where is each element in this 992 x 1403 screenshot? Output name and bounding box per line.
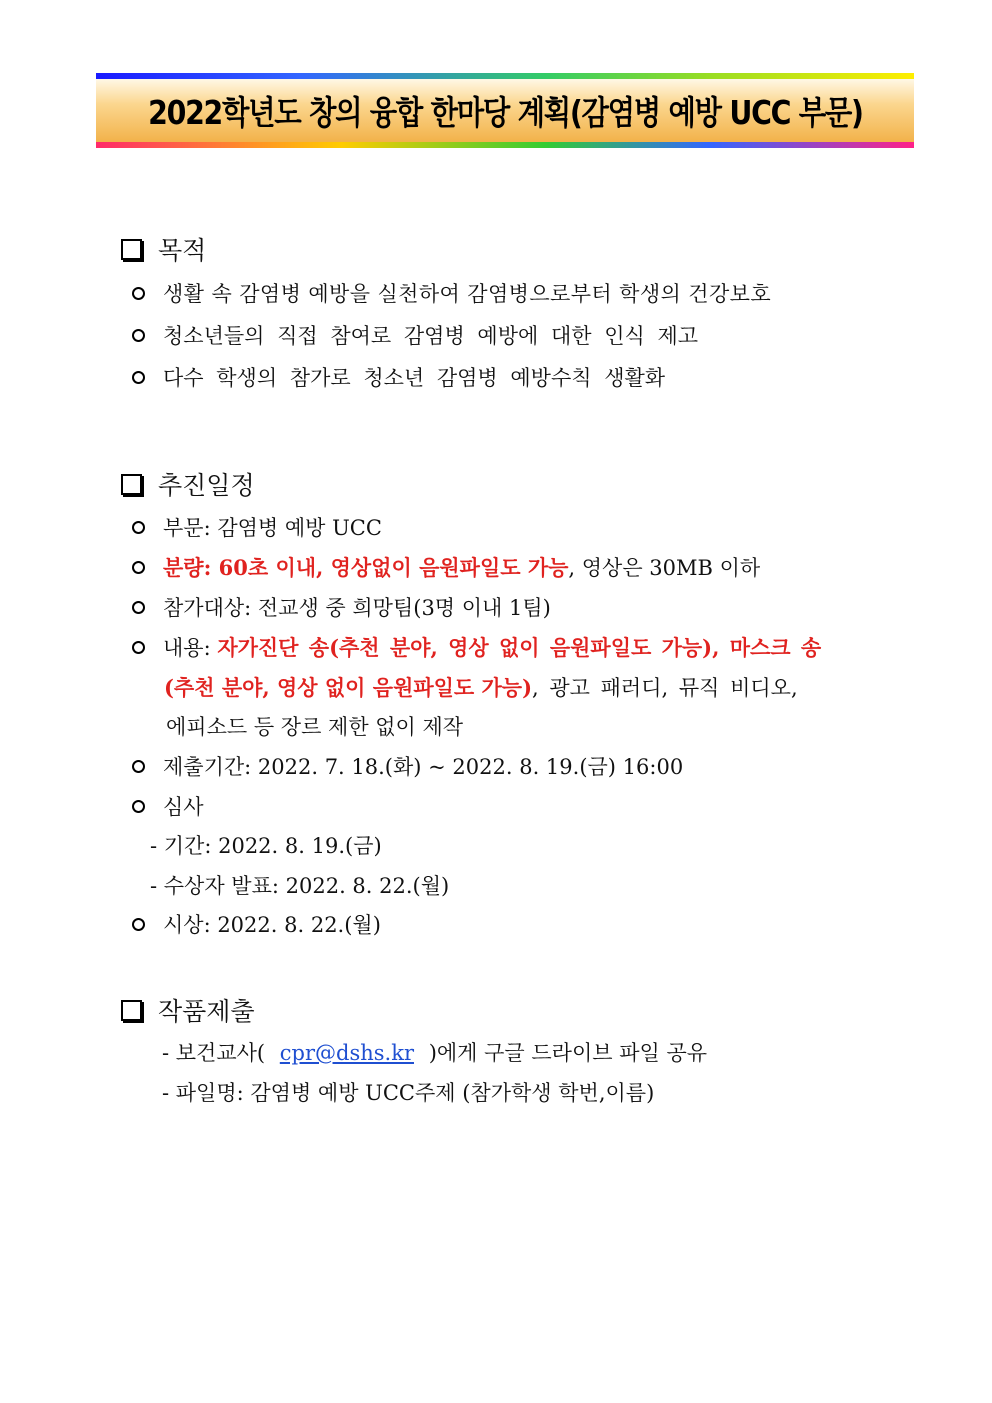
submission-line-2 <box>162 1077 654 1107</box>
purpose-item-2 <box>132 320 698 350</box>
section-submission-title: 작품제출 <box>158 997 255 1026</box>
schedule-length-rest: , 영상은 30MB 이하 <box>568 556 761 580</box>
review-period <box>150 830 382 860</box>
section-schedule-title: 추진일정 <box>158 471 255 500</box>
schedule-content-highlight-2: (추천 분야, 영상 없이 음원파일도 가능) <box>164 675 533 700</box>
schedule-period-text: 제출기간: 2022. 7. 18.(화) ~ 2022. 8. 19.(금) 16:00 <box>163 755 684 779</box>
circle-bullet-icon <box>132 329 145 342</box>
purpose-item-text: 청소년들의 직접 참여로 감염병 예방에 대한 인식 제고 <box>163 324 699 348</box>
circle-bullet-icon <box>132 287 145 300</box>
submission-line-1 <box>162 1037 707 1067</box>
circle-bullet-icon <box>132 760 145 773</box>
section-purpose-heading <box>121 231 206 267</box>
circle-bullet-icon <box>132 561 145 574</box>
schedule-category-text: 부문: 감염병 예방 UCC <box>163 516 382 540</box>
review-period-text: - 기간: 2022. 8. 19.(금) <box>150 834 382 858</box>
circle-bullet-icon <box>132 800 145 813</box>
schedule-content-line-2 <box>164 672 798 702</box>
title-banner <box>96 73 914 148</box>
submission-line-1-post: )에게 구글 드라이브 파일 공유 <box>428 1041 708 1065</box>
schedule-review <box>132 791 204 821</box>
schedule-review-text: 심사 <box>163 795 204 819</box>
circle-bullet-icon <box>132 521 145 534</box>
schedule-content-line-3 <box>166 711 463 741</box>
banner-bottom-stripe <box>96 142 914 148</box>
purpose-item-3 <box>132 362 665 392</box>
banner-fill <box>96 79 914 142</box>
checkbox-square-icon <box>121 474 142 495</box>
schedule-content-label: 내용: <box>163 636 218 660</box>
schedule-length-highlight: 분량: 60초 이내, 영상없이 음원파일도 가능 <box>163 555 569 580</box>
schedule-target <box>132 592 551 622</box>
circle-bullet-icon <box>132 918 145 931</box>
schedule-period <box>132 751 683 781</box>
schedule-content-highlight-1: 자가진단 송(추천 분야, 영상 없이 음원파일도 가능), 마스크 송 <box>217 635 822 660</box>
checkbox-square-icon <box>121 1000 142 1021</box>
schedule-content <box>132 632 821 662</box>
review-announce <box>150 870 449 900</box>
section-purpose-title: 목적 <box>158 236 207 265</box>
section-submission-heading <box>121 992 255 1028</box>
section-schedule-heading <box>121 466 255 502</box>
purpose-item-1 <box>132 278 771 308</box>
circle-bullet-icon <box>132 601 145 614</box>
submission-line-2-text: - 파일명: 감염병 예방 UCC주제 (참가학생 학번,이름) <box>162 1081 655 1105</box>
schedule-content-line-3-text: 에피소드 등 장르 제한 없이 제작 <box>166 715 464 739</box>
schedule-category <box>132 512 382 542</box>
checkbox-square-icon <box>121 239 142 260</box>
schedule-award <box>132 909 381 939</box>
submission-line-1-pre: - 보건교사( <box>162 1041 266 1065</box>
circle-bullet-icon <box>132 371 145 384</box>
review-announce-text: - 수상자 발표: 2022. 8. 22.(월) <box>150 874 450 898</box>
schedule-content-rest: , 광고 패러디, 뮤직 비디오, <box>532 676 798 700</box>
purpose-item-text: 생활 속 감염병 예방을 실천하여 감염병으로부터 학생의 건강보호 <box>163 282 772 306</box>
email-link[interactable]: cpr@dshs.kr <box>279 1041 414 1065</box>
purpose-item-text: 다수 학생의 참가로 청소년 감염병 예방수칙 생활화 <box>163 366 666 390</box>
document-title: 2022학년도 창의 융합 한마당 계획(감염병 예방 UCC 부문) <box>147 93 863 132</box>
schedule-target-text: 참가대상: 전교생 중 희망팀(3명 이내 1팀) <box>163 596 551 620</box>
circle-bullet-icon <box>132 641 145 654</box>
schedule-award-text: 시상: 2022. 8. 22.(월) <box>163 913 381 937</box>
schedule-length <box>132 552 760 582</box>
